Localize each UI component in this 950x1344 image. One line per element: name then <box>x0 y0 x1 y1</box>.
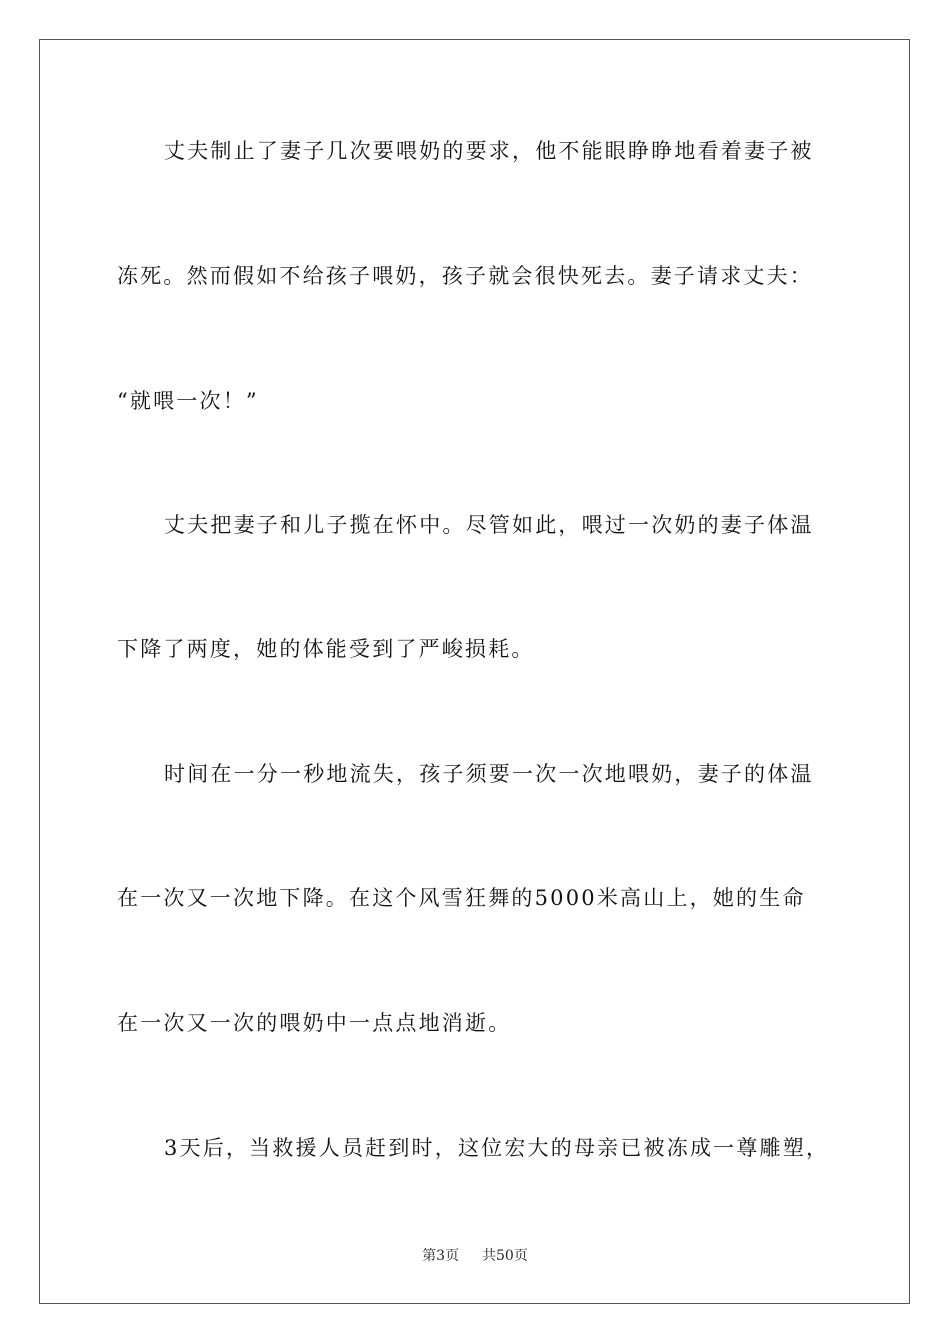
paragraph-line: 在一次又一次地下降。在这个风雪狂舞的5000米高山上，她的生命 <box>117 886 806 910</box>
page-number: 第3页 <box>422 1248 460 1264</box>
page-frame <box>39 39 910 1304</box>
paragraph-line: 丈夫把妻子和儿子揽在怀中。尽管如此，喂过一次奶的妻子体温 <box>164 513 814 537</box>
page-footer <box>0 1246 950 1266</box>
paragraph-line: 丈夫制止了妻子几次要喂奶的要求，他不能眼睁睁地看着妻子被 <box>164 139 814 163</box>
paragraph-line: “就喂一次！” <box>117 389 259 413</box>
paragraph-line: 3天后，当救援人员赶到时，这位宏大的母亲已被冻成一尊雕塑， <box>164 1136 830 1160</box>
paragraph-line: 下降了两度，她的体能受到了严峻损耗。 <box>117 637 535 661</box>
paragraph-line: 冻死。然而假如不给孩子喂奶，孩子就会很快死去。妻子请求丈夫： <box>117 264 813 288</box>
paragraph-line: 在一次又一次的喂奶中一点点地消逝。 <box>117 1011 512 1035</box>
paragraph-line: 时间在一分一秒地流失，孩子须要一次一次地喂奶，妻子的体温 <box>164 762 814 786</box>
page-total: 共50页 <box>482 1248 528 1264</box>
